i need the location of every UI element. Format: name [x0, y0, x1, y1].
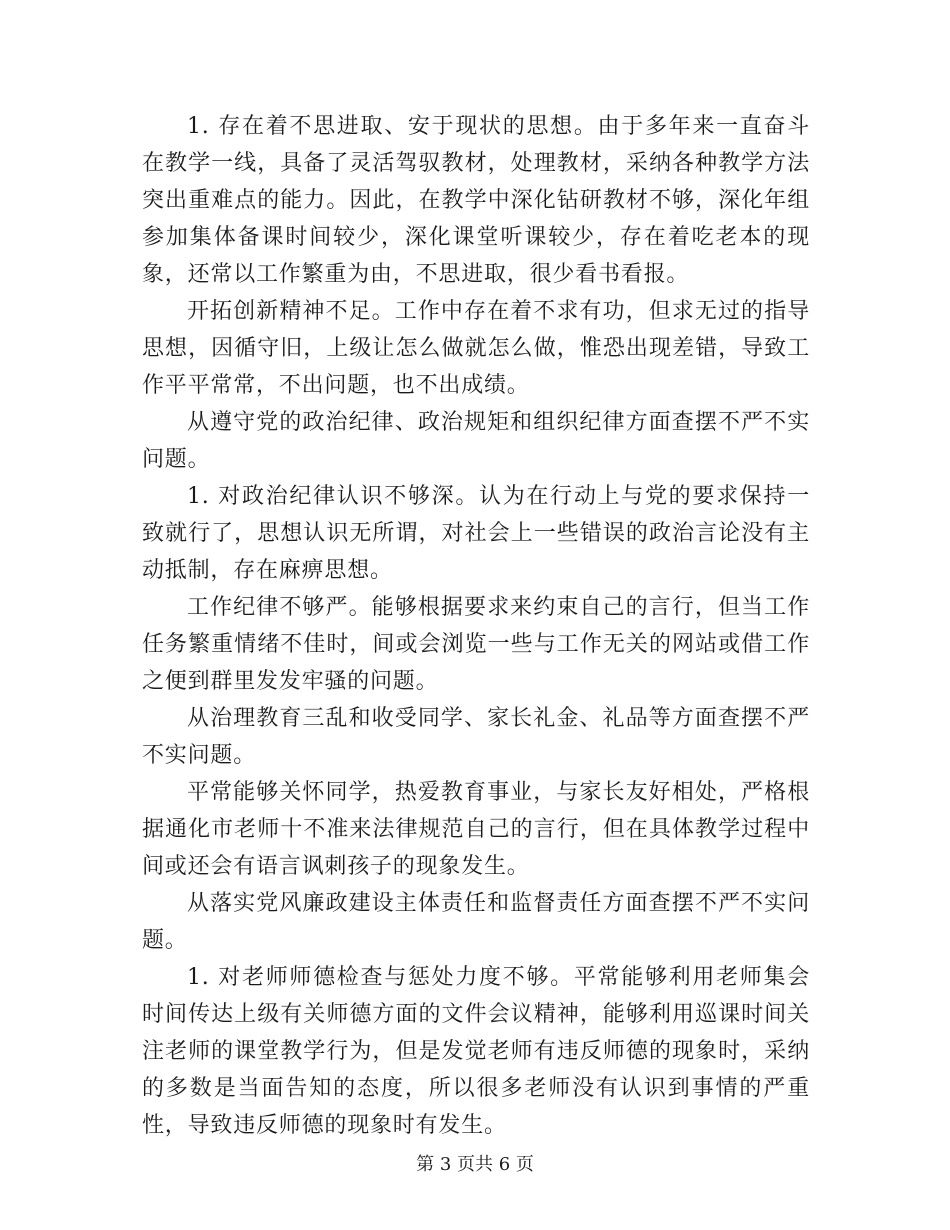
document-body: [142, 108, 810, 1144]
page-number-footer: 第 3 页共 6 页: [416, 1154, 534, 1175]
paragraph: 1. 对政治纪律认识不够深。认为在行动上与党的要求保持一致就行了，思想认识无所谓，对社会上一些错误的政治言论没有主动抵制，存在麻痹思想。: [142, 484, 810, 583]
paragraph: 1. 存在着不思进取、安于现状的思想。由于多年来一直奋斗在教学一线，具备了灵活驾驭教材，处理教材，采纳各种教学方法突出重难点的能力。因此，在教学中深化钻研教材不够，深化年组参加集体备课时间较少，深化课堂听课较少，存在着吃老本的现象，还常以工作繁重为由，不思进取，很少看书看报。: [142, 114, 810, 287]
paragraph: 从落实党风廉政建设主体责任和监督责任方面查摆不严不实问题。: [142, 891, 810, 953]
paragraph: 从遵守党的政治纪律、政治规矩和组织纪律方面查摆不严不实问题。: [142, 410, 810, 472]
paragraph: 平常能够关怀同学，热爱教育事业，与家长友好相处，严格根据通化市老师十不准来法律规范自己的言行，但在具体教学过程中间或还会有语言讽刺孩子的现象发生。: [142, 780, 810, 879]
paragraph: 工作纪律不够严。能够根据要求来约束自己的言行，但当工作任务繁重情绪不佳时，间或会浏览一些与工作无关的网站或借工作之便到群里发发牢骚的问题。: [142, 595, 810, 694]
paragraph: 1. 对老师师德检查与惩处力度不够。平常能够利用老师集会时间传达上级有关师德方面的文件会议精神，能够利用巡课时间关注老师的课堂教学行为，但是发觉老师有违反师德的现象时，采纳的多数是当面告知的态度，所以很多老师没有认识到事情的严重性，导致违反师德的现象时有发生。: [142, 965, 810, 1138]
paragraph: 从治理教育三乱和收受同学、家长礼金、礼品等方面查摆不严不实问题。: [142, 706, 810, 768]
paragraph: 开拓创新精神不足。工作中存在着不求有功，但求无过的指导思想，因循守旧，上级让怎么做就怎么做，惟恐出现差错，导致工作平平常常，不出问题，也不出成绩。: [142, 299, 810, 398]
